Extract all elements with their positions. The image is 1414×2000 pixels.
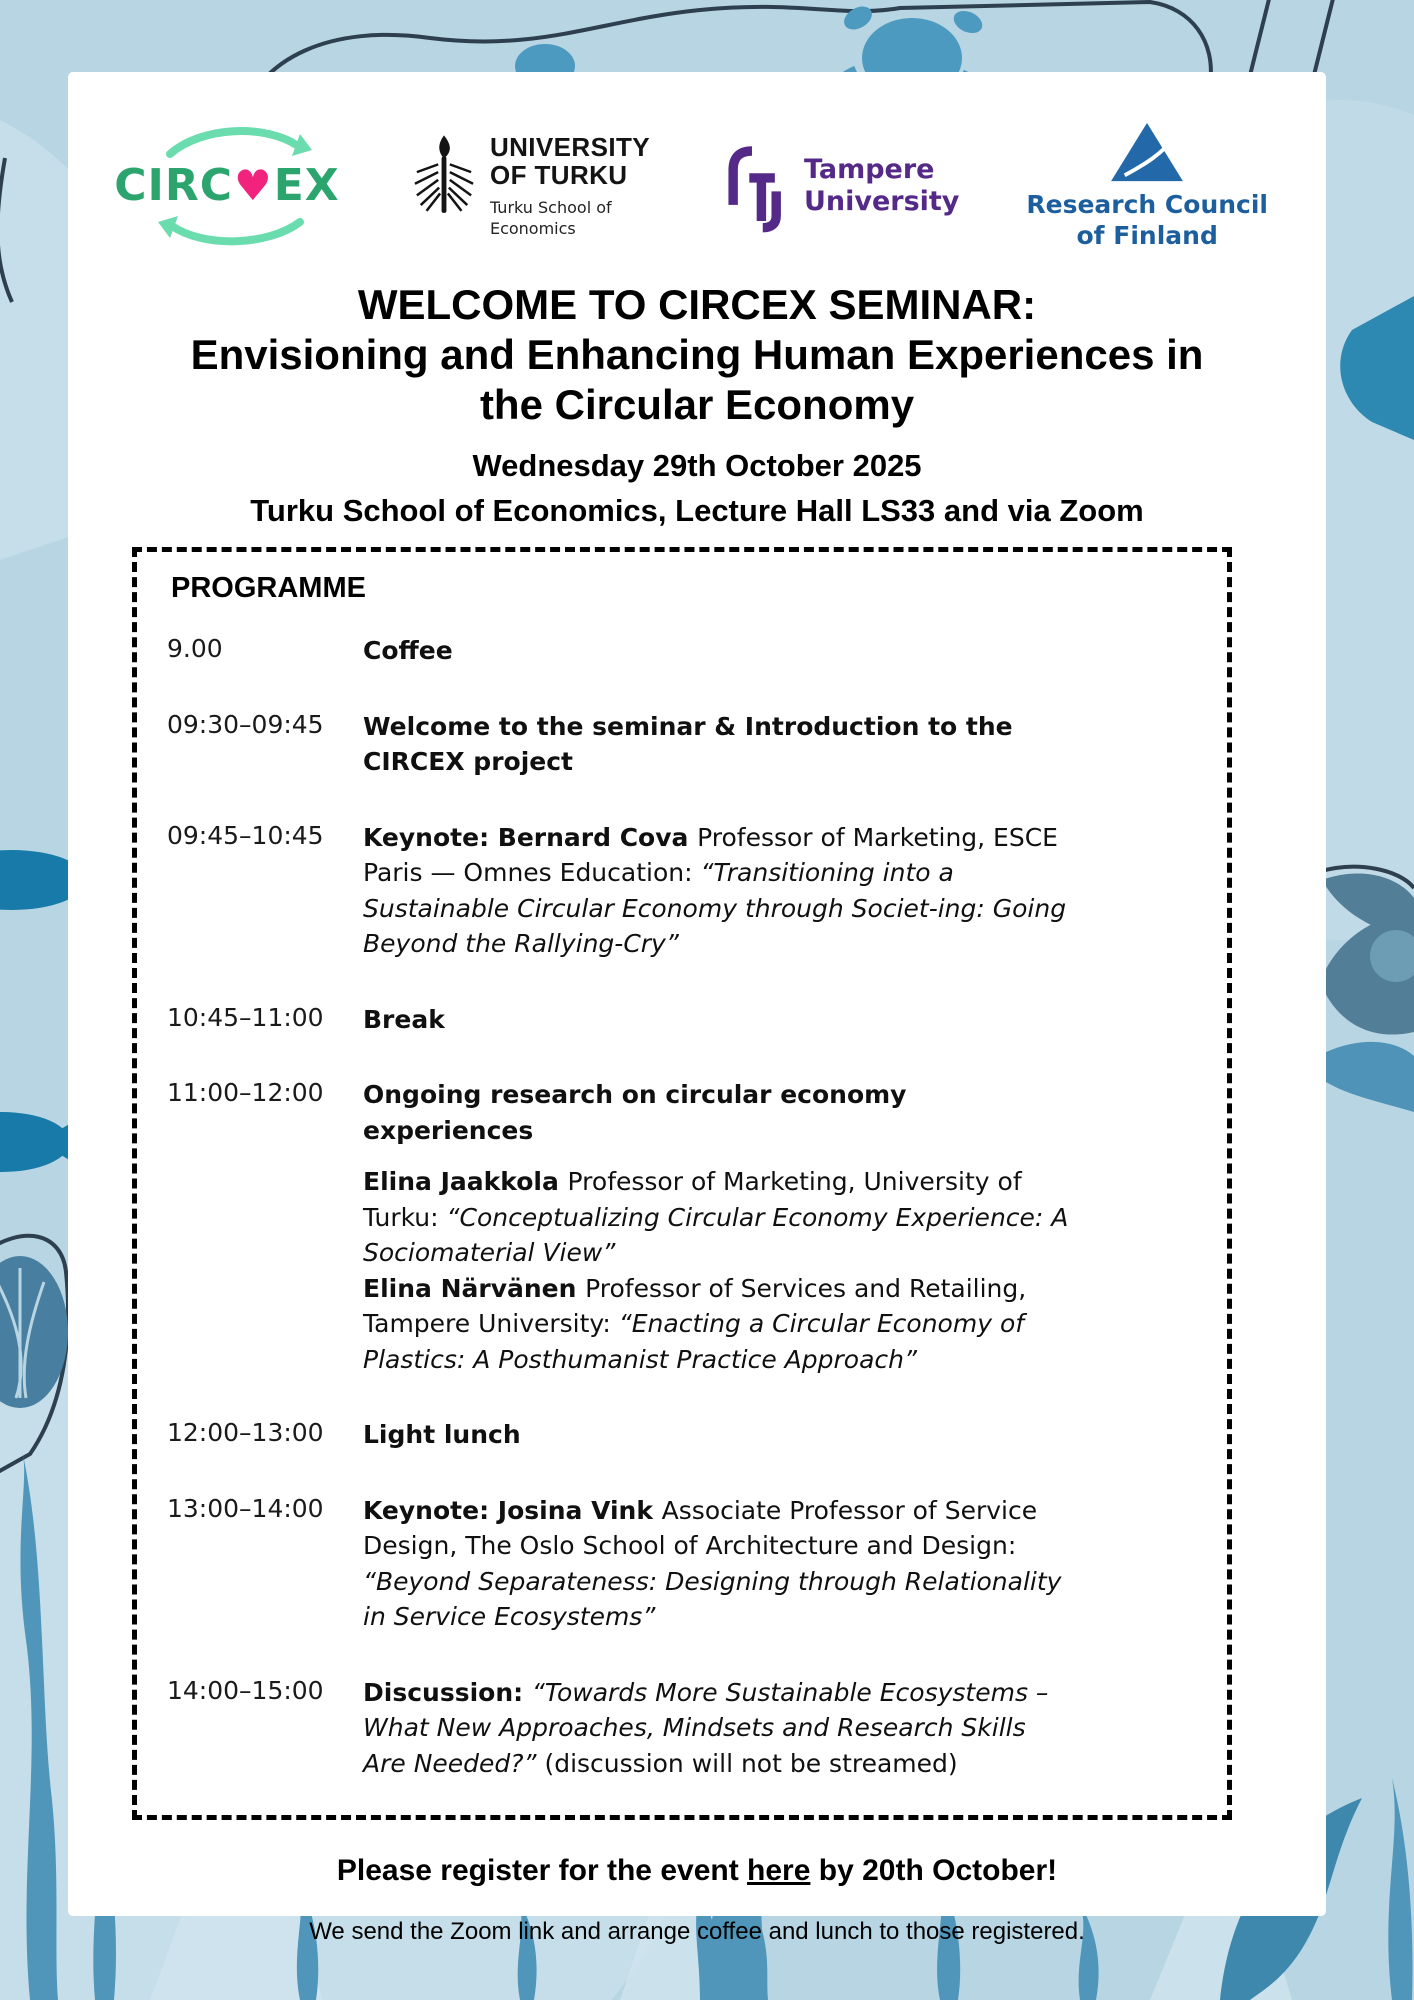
programme-time: 14:00–15:00 [167, 1675, 324, 1705]
turku-logo-text [490, 133, 650, 240]
programme-description [363, 1493, 1069, 1635]
tampere-name-line1: Tampere [803, 154, 935, 186]
circex-text-left: CIRC [114, 160, 234, 211]
triangle-icon [1105, 121, 1189, 187]
programme-paragraph [363, 709, 1069, 780]
page-title [98, 280, 1296, 430]
text-segment: Professor of Marketing, University of Turku: [363, 1167, 1022, 1232]
text-segment: Welcome to the seminar & Introduction to the CIRCEX project [363, 711, 1013, 776]
text-segment: “Transitioning into a Sustainable Circular Economy through Societ-ing: Going Beyond the Rallying-Cry” [363, 858, 1067, 958]
programme-description [363, 820, 1069, 962]
programme-row [167, 633, 1201, 669]
programme-paragraph [363, 633, 1069, 669]
programme-paragraph [363, 1675, 1069, 1782]
tampere-name-line2: University [803, 186, 960, 217]
programme-time: 09:45–10:45 [167, 820, 324, 850]
text-segment: “Towards More Sustainable Ecosystems – What New Approaches, Mindsets and Research Skills Are Needed?” [363, 1677, 1049, 1778]
turku-name-line1: UNIVERSITY [489, 131, 650, 162]
programme-row [167, 1002, 1201, 1038]
text-segment: Please register for the event [336, 1854, 748, 1887]
event-venue: Turku School of Economics, Lecture Hall LS33 and via Zoom [250, 493, 1144, 528]
register-note: We send the Zoom link and arrange coffee and lunch to those registered. [309, 1918, 1085, 1945]
programme-time: 09:30–09:45 [167, 709, 324, 739]
university-of-turku-logo [413, 133, 650, 240]
programme-description [363, 1077, 1069, 1377]
programme-paragraph [363, 1164, 1069, 1377]
programme-description [363, 633, 1069, 669]
programme-row [167, 1077, 1201, 1377]
programme-paragraph [363, 1002, 1069, 1038]
programme-rows [167, 633, 1201, 1781]
text-segment: Elina Närvänen [363, 1273, 586, 1303]
programme-time: 10:45–11:00 [167, 1002, 324, 1032]
programme-time: 12:00–13:00 [167, 1418, 324, 1447]
logo-row [68, 72, 1326, 254]
programme-row [167, 1417, 1201, 1453]
turku-school-line1: Turku School of [489, 197, 612, 217]
programme-box [132, 547, 1232, 1820]
turku-school-line2: Economics [489, 218, 576, 238]
rcf-name-line1: Research Council [1026, 190, 1268, 219]
register-here-link[interactable]: here [747, 1854, 811, 1887]
programme-time: 9.00 [167, 634, 223, 663]
event-date: Wednesday 29th October 2025 [472, 448, 922, 483]
text-segment: “Beyond Separateness: Designing through Relationality in Service Ecosystems” [363, 1566, 1062, 1631]
text-segment: Keynote: Josina Vink [363, 1495, 662, 1525]
programme-row [167, 1675, 1201, 1782]
text-segment: Associate Professor of Service Design, The Oslo School of Architecture and Design: [363, 1495, 1038, 1560]
rcf-name-line2: of Finland [1076, 220, 1218, 250]
programme-paragraph [363, 1417, 1069, 1453]
circex-wordmark [108, 160, 346, 211]
programme-description [363, 1002, 1069, 1038]
programme-time: 11:00–12:00 [167, 1078, 324, 1107]
programme-description [363, 709, 1069, 780]
text-segment: Keynote: Bernard Cova [363, 822, 698, 852]
programme-paragraph [363, 1077, 1069, 1148]
programme-description [363, 1675, 1069, 1782]
tampere-logo-text [804, 154, 959, 218]
circex-logo [108, 122, 346, 250]
text-segment: Ongoing research on circular economy experiences [363, 1080, 907, 1145]
text-segment: “Enacting a Circular Economy of Plastics: A Posthumanist Practice Approach” [363, 1309, 1025, 1374]
programme-row [167, 709, 1201, 780]
torch-emblem-icon [413, 133, 475, 219]
heart-icon: ♥ [234, 161, 273, 210]
programme-paragraph [363, 820, 1069, 962]
circex-text-right: EX [273, 160, 340, 211]
programme-description [363, 1417, 1069, 1453]
programme-paragraph [363, 1493, 1069, 1635]
text-segment: Coffee [363, 636, 453, 665]
text-segment: (discussion will not be streamed) [536, 1748, 958, 1778]
title-line1: WELCOME TO CIRCEX SEMINAR: [357, 281, 1037, 328]
text-segment: by 20th October! [810, 1854, 1058, 1887]
research-council-finland-logo [1026, 121, 1268, 251]
tampere-university-logo [717, 139, 959, 233]
poster-card [68, 72, 1326, 1945]
register-line [68, 1854, 1326, 1888]
text-segment: Discussion: [363, 1677, 532, 1707]
title-line3: the Circular Economy [479, 381, 915, 428]
tampere-glyph-icon [717, 139, 791, 233]
programme-heading: PROGRAMME [171, 572, 366, 604]
text-segment: Professor of Marketing, ESCE Paris — Omnes Education: [363, 822, 1058, 887]
text-segment: Elina Jaakkola [363, 1167, 568, 1196]
text-segment: “Conceptualizing Circular Economy Experience: A Sociomaterial View” [363, 1202, 1069, 1267]
programme-row [167, 1493, 1201, 1635]
programme-row [167, 820, 1201, 962]
text-segment: Light lunch [363, 1420, 521, 1449]
text-segment: Professor of Services and Retailing, Tampere University: [363, 1273, 1027, 1338]
programme-time: 13:00–14:00 [167, 1493, 324, 1523]
footer [68, 1854, 1326, 1946]
text-segment: Break [363, 1004, 445, 1034]
title-line2: Envisioning and Enhancing Human Experiences in [190, 331, 1204, 378]
turku-name-line2: OF TURKU [489, 160, 628, 191]
